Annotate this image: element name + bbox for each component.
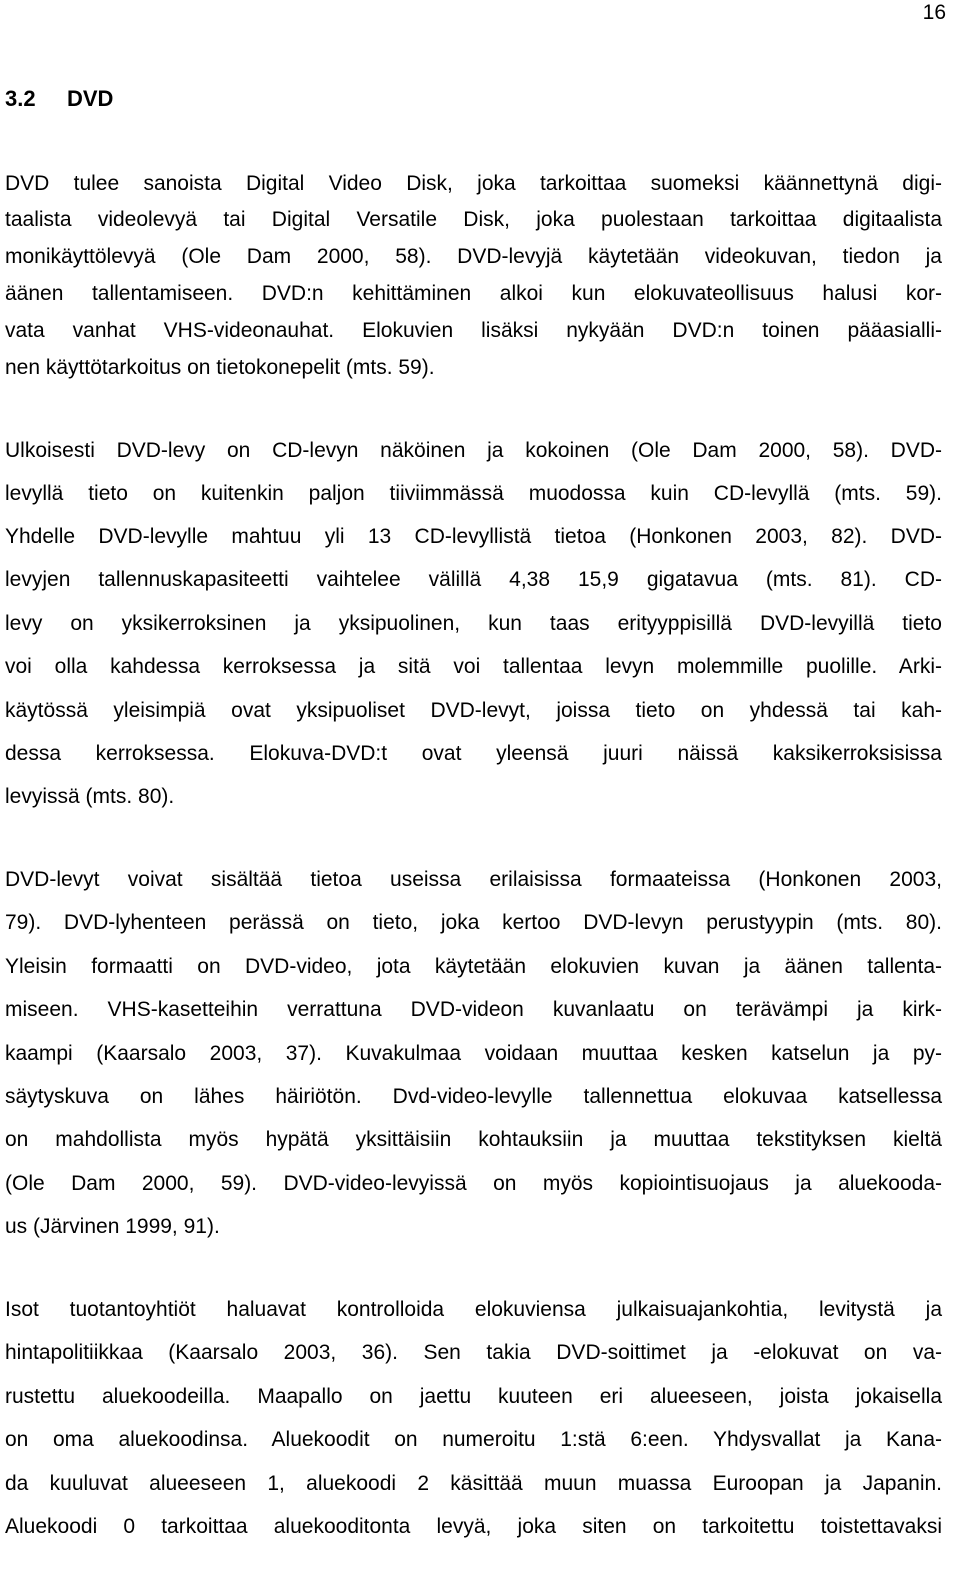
- paragraph-line: taalista videolevyä tai Digital Versatile Disk, joka puolestaan tarkoittaa digitaalista: [5, 208, 942, 231]
- paragraph-line: miseen. VHS-kasetteihin verrattuna DVD-videon kuvanlaatu on terävämpi ja kirk-: [5, 998, 942, 1021]
- paragraph-line: (Ole Dam 2000, 59). DVD-video-levyissä on myös kopiointisuojaus ja aluekoodа-: [5, 1172, 942, 1195]
- paragraph-line: säytyskuva on lähes häiriötön. Dvd-video-levylle tallennettua elokuvaa katsellessa: [5, 1085, 942, 1108]
- page-number: 16: [922, 1, 946, 24]
- section-number: 3.2: [5, 86, 36, 111]
- paragraph-line: nen käyttötarkoitus on tietokonepelit (mts. 59).: [5, 356, 435, 379]
- paragraph-line: levy on yksikerroksinen ja yksipuolinen, kun taas erityyppisillä DVD-levyillä tieto: [5, 612, 942, 635]
- paragraph-line: hintapolitiikkaa (Kaarsalo 2003, 36). Sen takia DVD-soittimet ja -elokuvat on va-: [5, 1341, 942, 1364]
- paragraph-line: rustettu aluekoodeilla. Maapallo on jaettu kuuteen eri alueeseen, joista jokaisella: [5, 1385, 942, 1408]
- paragraph-line: Yhdelle DVD-levylle mahtuu yli 13 CD-levyllistä tietoa (Honkonen 2003, 82). DVD-: [5, 525, 942, 548]
- paragraph-line: levyllä tieto on kuitenkin paljon tiiviimmässä muodossa kuin CD-levyllä (mts. 59).: [5, 482, 942, 505]
- paragraph-line: kaampi (Kaarsalo 2003, 37). Kuvakulmaa voidaan muuttaa kesken katselun ja py-: [5, 1042, 942, 1065]
- paragraph-line: on mahdollista myös hypätä yksittäisiin kohtauksiin ja muuttaa tekstityksen kieltä: [5, 1128, 942, 1151]
- paragraph-line: monikäyttölevyä (Ole Dam 2000, 58). DVD-levyjä käytetään videokuvan, tiedon ja: [5, 245, 942, 268]
- section-title: DVD: [67, 86, 114, 111]
- paragraph-line: on oma aluekoodinsa. Aluekoodit on numeroitu 1:stä 6:een. Yhdysvallat ja Kana-: [5, 1428, 942, 1451]
- paragraph-line: levyissä (mts. 80).: [5, 785, 175, 808]
- paragraph-line: Aluekoodi 0 tarkoittaa aluekooditonta levyä, joka siten on tarkoitettu toistettavaksi: [5, 1515, 942, 1538]
- paragraph-line: käytössä yleisimpiä ovat yksipuoliset DVD-levyt, joissa tieto on yhdessä tai kah-: [5, 699, 942, 722]
- paragraph-line: Ulkoisesti DVD-levy on CD-levyn näköinen ja kokoinen (Ole Dam 2000, 58). DVD-: [5, 439, 942, 462]
- section-heading: [5, 86, 113, 112]
- paragraph-line: levyjen tallennuskapasiteetti vaihtelee välillä 4,38 15,9 gigatavua (mts. 81). CD-: [5, 568, 942, 591]
- paragraph-line: DVD tulee sanoista Digital Video Disk, joka tarkoittaa suomeksi käännettynä digi-: [5, 172, 942, 195]
- paragraph-line: Yleisin formaatti on DVD-video, jota käytetään elokuvien kuvan ja äänen tallenta-: [5, 955, 942, 978]
- paragraph-line: vata vanhat VHS-videonauhat. Elokuvien lisäksi nykyään DVD:n toinen pääasialli-: [5, 319, 942, 342]
- paragraph-line: Isot tuotantoyhtiöt haluavat kontrolloida elokuviensa julkaisuajankohtia, levitystä ja: [5, 1298, 942, 1321]
- paragraph-line: 79). DVD-lyhenteen perässä on tieto, joka kertoo DVD-levyn perustyypin (mts. 80).: [5, 911, 942, 934]
- paragraph-line: DVD-levyt voivat sisältää tietoa useissa erilaisissa formaateissa (Honkonen 2003,: [5, 868, 942, 891]
- paragraph-line: da kuuluvat alueeseen 1, aluekoodi 2 käsittää muun muassa Euroopan ja Japanin.: [5, 1472, 942, 1495]
- paragraph-line: voi olla kahdessa kerroksessa ja sitä voi tallentaa levyn molemmille puolille. Arki-: [5, 655, 942, 678]
- paragraph-line: us (Järvinen 1999, 91).: [5, 1215, 220, 1238]
- paragraph-line: dessa kerroksessa. Elokuva-DVD:t ovat yleensä juuri näissä kaksikerroksisissa: [5, 742, 942, 765]
- paragraph-line: äänen tallentamiseen. DVD:n kehittäminen alkoi kun elokuvateollisuus halusi kor-: [5, 282, 942, 305]
